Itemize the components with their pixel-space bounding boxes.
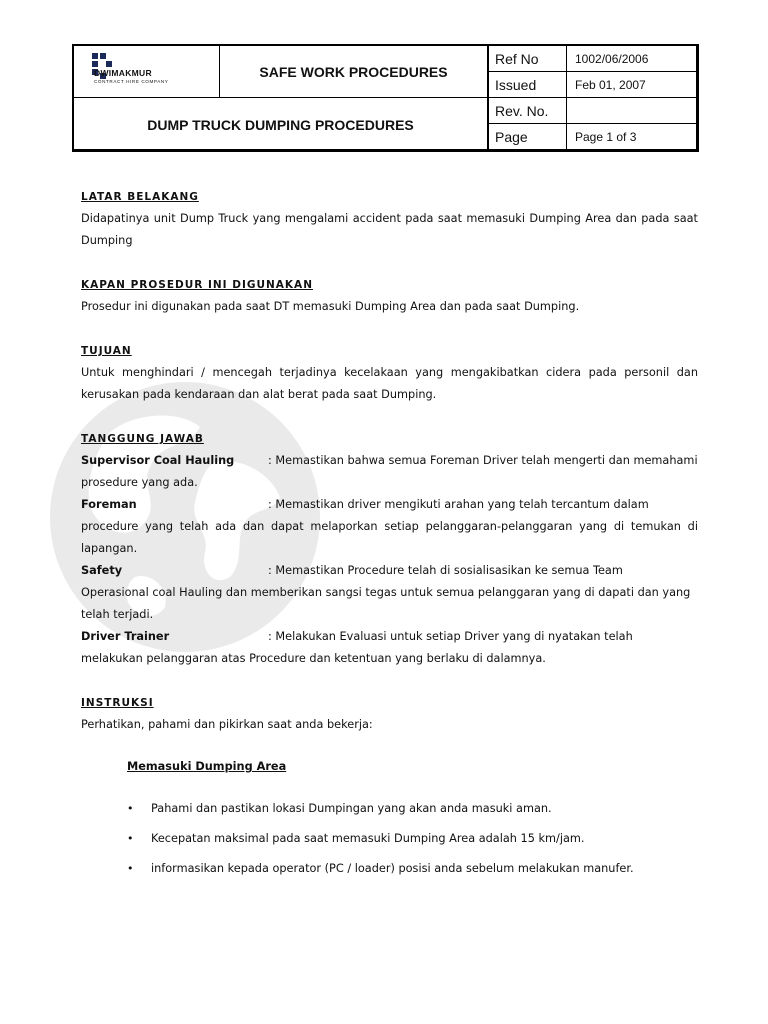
section-text-latar-belakang: Didapatinya unit Dump Truck yang mengalami accident pada saat memasuki Dumping Area dan pada saat Dumping [81,212,698,247]
role-name: Supervisor Coal Hauling [81,454,235,467]
bullet-icon: • [127,802,134,815]
responsibility-driver-trainer [81,626,698,670]
meta-value [567,98,575,123]
meta-value: 1002/06/2006 [575,52,649,66]
document-subtitle: DUMP TRUCK DUMPING PROCEDURES [147,116,414,133]
section-heading-latar-belakang: LATAR BELAKANG [81,191,199,203]
role-name: Safety [81,564,123,577]
meta-label: Ref No [489,46,567,71]
section-text-kapan: Prosedur ini digunakan pada saat DT memasuki Dumping Area dan pada saat Dumping. [81,300,580,313]
bullet-icon: • [127,862,134,875]
list-item-text: Pahami dan pastikan lokasi Dumpingan yang akan anda masuki aman. [151,802,552,815]
list-item [81,798,698,820]
list-item-text: Kecepatan maksimal pada saat memasuki Dumping Area adalah 15 km/jam. [151,832,585,845]
responsibility-foreman [81,494,698,560]
company-name: DWIMAKMUR [94,68,152,78]
responsibility-supervisor [81,450,698,494]
role-text: : Memastikan driver mengikuti arahan yang telah tercantum dalam [268,498,649,511]
role-text: : Memastikan Procedure telah di sosialisasikan ke semua Team [268,564,623,577]
document-title: SAFE WORK PROCEDURES [220,46,487,98]
list-item [81,828,698,850]
role-name: Foreman [81,498,137,511]
meta-value: Page 1 of 3 [575,130,637,144]
section-heading-tanggung-jawab: TANGGUNG JAWAB [81,433,204,445]
role-text: : Melakukan Evaluasi untuk setiap Driver yang di nyatakan telah [268,630,633,643]
section-heading-instruksi: INSTRUKSI [81,697,154,709]
section-heading-kapan: KAPAN PROSEDUR INI DIGUNAKAN [81,279,313,291]
meta-value: Feb 01, 2007 [575,78,646,92]
section-text-instruksi: Perhatikan, pahami dan pikirkan saat anda bekerja: [81,718,373,731]
section-text-tujuan: Untuk menghindari / mencegah terjadinya kecelakaan yang mengakibatkan cidera pada personil dan kerusakan pada kendaraan dan alat berat pada saat Dumping. [81,366,698,401]
role-text-continued: Operasional coal Hauling dan memberikan sangsi tegas untuk semua pelanggaran yang di dapati dan yang telah terjadi. [81,586,691,621]
role-name: Driver Trainer [81,630,170,643]
document-body [81,186,698,888]
meta-label: Issued [489,72,567,97]
list-item-text: informasikan kepada operator (PC / loader) posisi anda sebelum melakukan manufer. [151,862,634,875]
meta-row-ref [489,46,699,72]
subsection-heading-memasuki-dumping-area: Memasuki Dumping Area [127,760,287,773]
role-text-continued: prosedure yang ada. [81,476,198,489]
document-header [72,44,699,152]
document-meta-table [487,46,699,149]
meta-label: Page [489,124,567,149]
role-text-continued: melakukan pelanggaran atas Procedure dan ketentuan yang berlaku di dalamnya. [81,652,546,665]
meta-row-issued [489,72,699,98]
company-tagline: CONTRACT HIRE COMPANY [94,79,169,84]
responsibility-safety [81,560,698,626]
bullet-icon: • [127,832,134,845]
meta-row-page [489,124,699,149]
list-item [81,858,698,880]
company-logo [74,46,220,98]
instruction-list [81,798,698,880]
section-heading-tujuan: TUJUAN [81,345,132,357]
meta-row-rev [489,98,699,124]
meta-label: Rev. No. [489,98,567,123]
role-text: : Memastikan bahwa semua Foreman Driver telah mengerti dan memahami [268,454,698,467]
role-text-continued: procedure yang telah ada dan dapat melaporkan setiap pelanggaran-pelanggaran yang di temukan di lapangan. [81,520,698,555]
